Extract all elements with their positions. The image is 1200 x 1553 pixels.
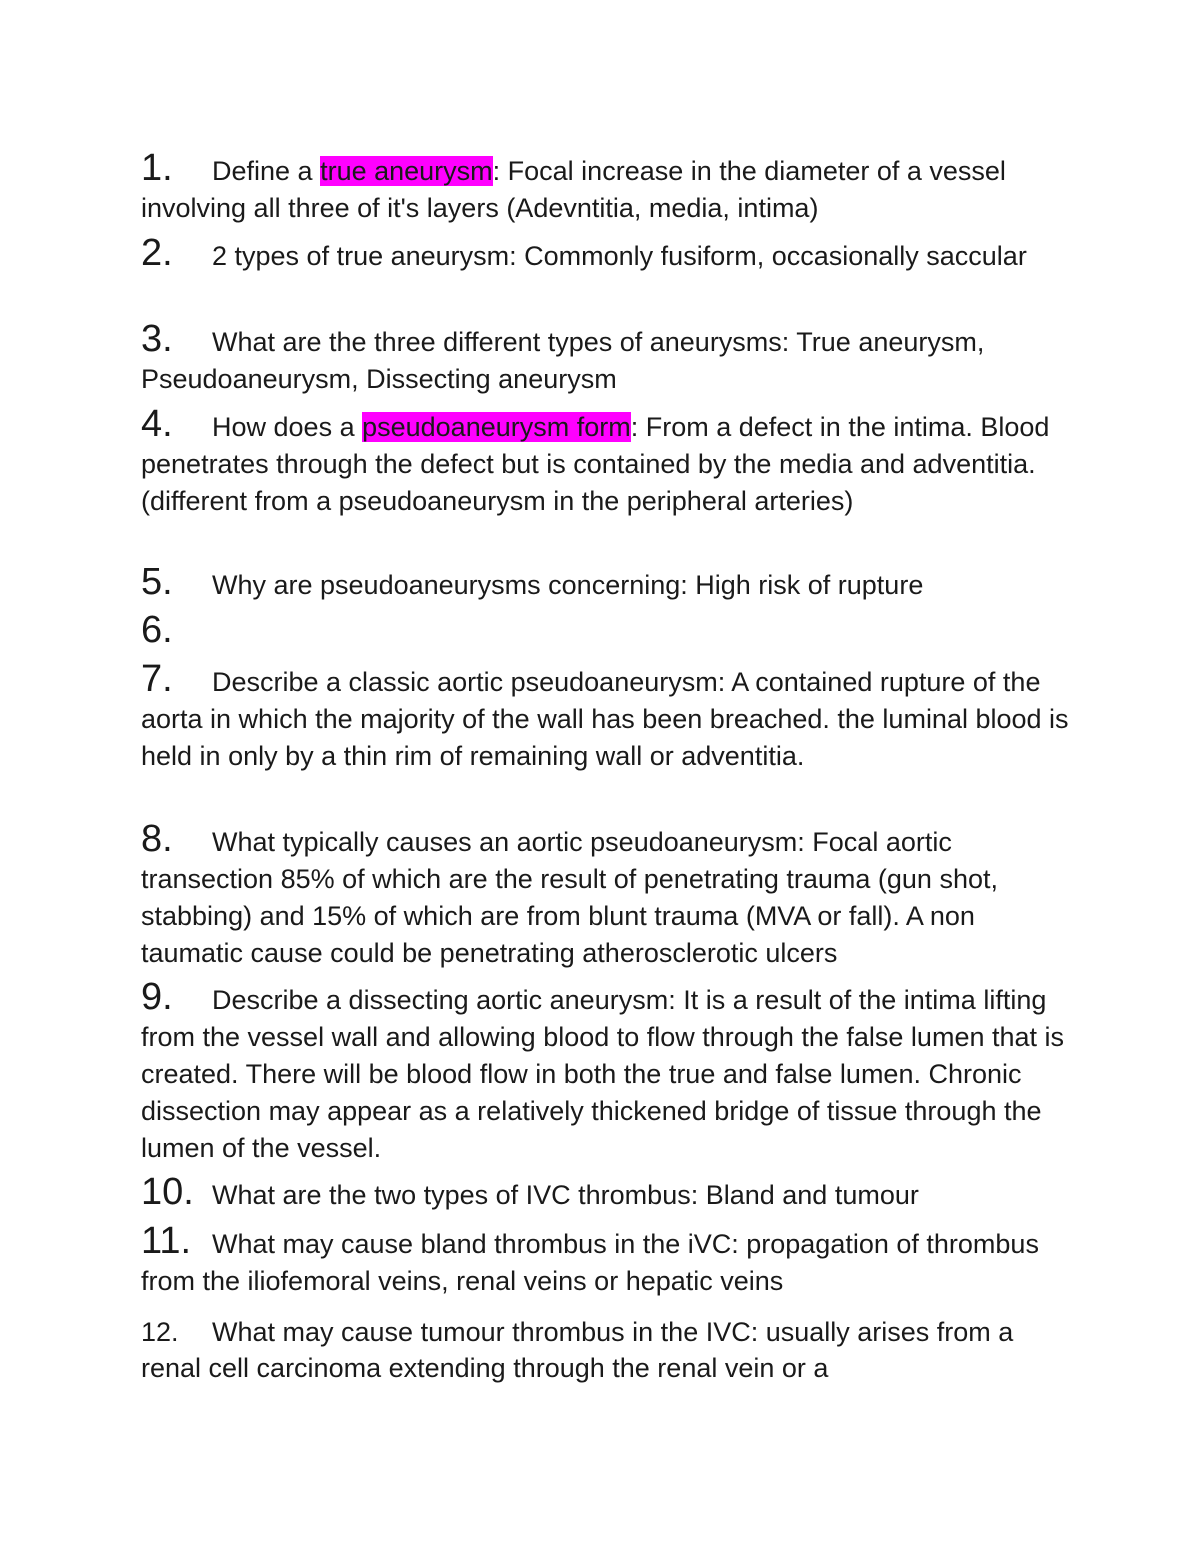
list-item-7 bbox=[141, 658, 1071, 775]
item-number: 2. bbox=[141, 232, 173, 274]
list-item-8 bbox=[141, 818, 1071, 972]
list-item-10 bbox=[141, 1171, 1071, 1214]
item-text: 2 types of true aneurysm: Commonly fusiform, occasionally saccular bbox=[212, 241, 1027, 271]
highlighted-term: true aneurysm bbox=[320, 156, 493, 186]
highlighted-term: pseudoaneurysm form bbox=[362, 412, 631, 442]
item-number: 10. bbox=[141, 1171, 194, 1213]
item-text: Why are pseudoaneurysms concerning: High risk of rupture bbox=[212, 570, 924, 600]
list-item-11 bbox=[141, 1220, 1071, 1300]
list-item-4 bbox=[141, 403, 1071, 520]
item-number: 8. bbox=[141, 818, 173, 860]
item-text: What typically causes an aortic pseudoaneurysm: Focal aortic transection 85% of which are the result of penetrating trauma (gun shot, stabbing) and 15% of which are from blunt trauma (MVA or fall). A non taumatic cause could be penetrating atherosclerotic ulcers bbox=[141, 827, 998, 968]
item-text-after: : Focal increase in the diameter of a vessel involving all three of it's layers (Adevntitia, media, intima) bbox=[141, 156, 1006, 223]
item-number: 5. bbox=[141, 561, 173, 603]
list-item-9 bbox=[141, 976, 1071, 1167]
item-text-before: Define a bbox=[212, 156, 321, 186]
item-text: What may cause tumour thrombus in the IVC: usually arises from a renal cell carcinoma extending through the renal vein or a bbox=[141, 1317, 1014, 1383]
item-number: 3. bbox=[141, 318, 173, 360]
list-item-6 bbox=[141, 609, 1071, 652]
list-item-3 bbox=[141, 318, 1071, 398]
item-number: 6. bbox=[141, 609, 173, 651]
item-text-after: : From a defect in the intima. Blood penetrates through the defect but is contained by the media and adventitia. (different from a pseudoaneurysm in the peripheral arteries) bbox=[141, 412, 1050, 516]
list-item-12 bbox=[141, 1314, 1071, 1386]
item-text-before: How does a bbox=[212, 412, 363, 442]
item-text: What are the three different types of aneurysms: True aneurysm, Pseudoaneurysm, Dissecting aneurysm bbox=[141, 327, 985, 394]
item-number: 9. bbox=[141, 976, 173, 1018]
item-number: 12. bbox=[141, 1317, 179, 1347]
item-number: 4. bbox=[141, 403, 173, 445]
list-item-5 bbox=[141, 561, 1071, 604]
item-number: 1. bbox=[141, 147, 173, 189]
item-number: 11. bbox=[141, 1220, 192, 1262]
item-text: Describe a dissecting aortic aneurysm: It is a result of the intima lifting from the vessel wall and allowing blood to flow through the false lumen that is created. There will be blood flow in both the true and false lumen. Chronic dissection may appear as a relatively thickened bridge of tissue through the lumen of the vessel. bbox=[141, 985, 1065, 1163]
item-text: What may cause bland thrombus in the iVC: propagation of thrombus from the iliofemoral veins, renal veins or hepatic veins bbox=[141, 1229, 1039, 1296]
item-text: Describe a classic aortic pseudoaneurysm: A contained rupture of the aorta in which the majority of the wall has been breached. the luminal blood is held in only by a thin rim of remaining wall or adventitia. bbox=[141, 667, 1069, 771]
list-item-2 bbox=[141, 232, 1071, 275]
item-text: What are the two types of IVC thrombus: Bland and tumour bbox=[212, 1180, 919, 1210]
item-number: 7. bbox=[141, 658, 173, 700]
list-item-1 bbox=[141, 147, 1071, 227]
